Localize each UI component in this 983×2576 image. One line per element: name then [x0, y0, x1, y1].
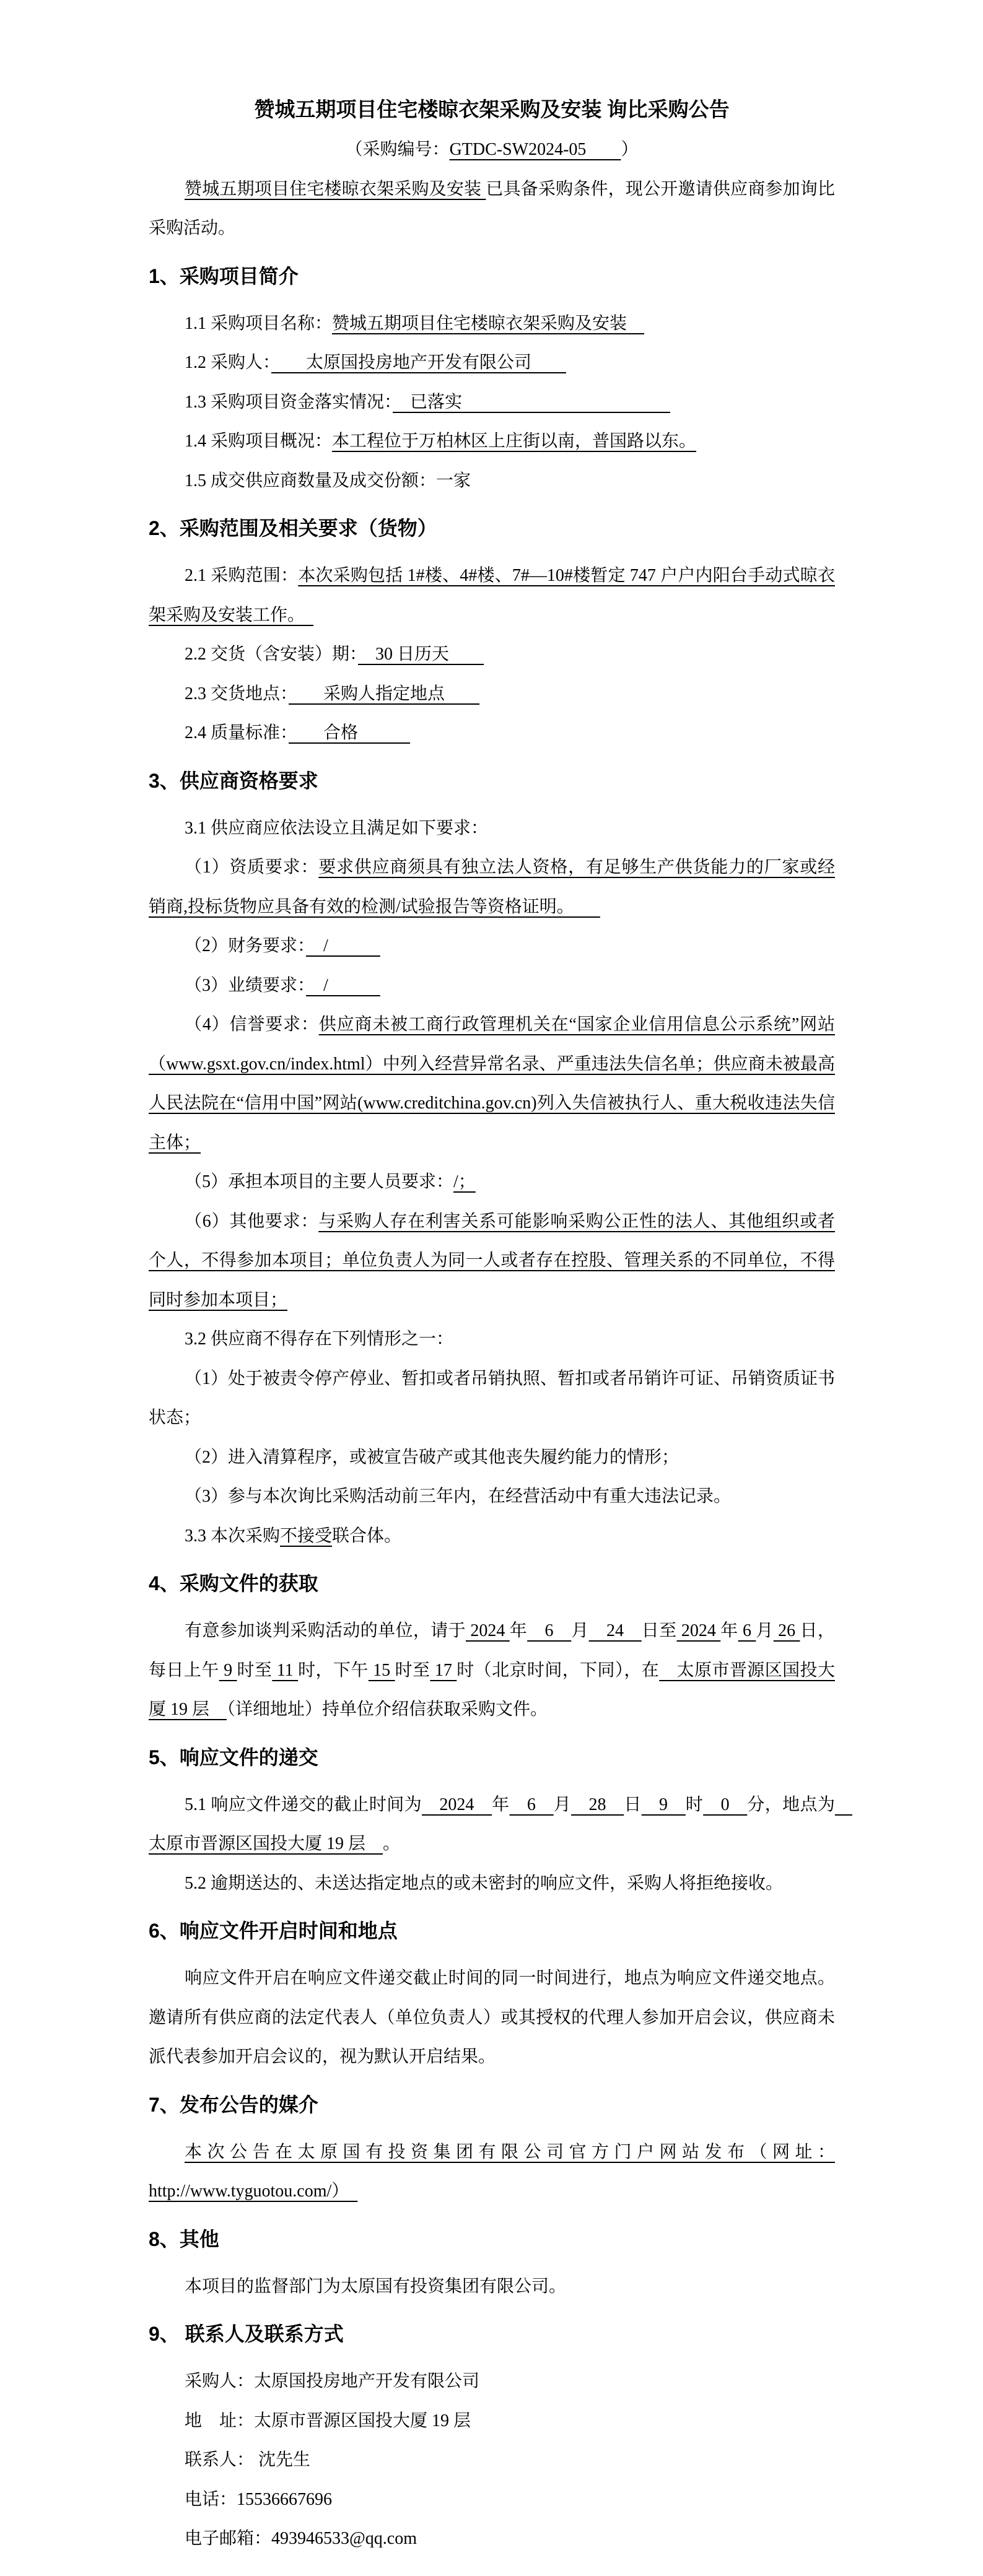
list-item-21: [149, 1202, 835, 1320]
text-run: （1）处于被责令停产停业、暂扣或者吊销执照、暂扣或者吊销许可证、吊销资质证书状态；: [149, 1368, 836, 1427]
fill-in-value: 供应商未被工商行政管理机关在“国家企业信用信息公示系统”网站（www.gsxt.gov.cn/index.html）中列入经营异常名录、严重违法失信名单；供应商未被最高人民法院在“信用中国”网站(www.creditchina.gov.cn)列入失信被执行人、重大税收违法失信主体；: [149, 1015, 835, 1152]
text-run: 日至: [641, 1621, 677, 1640]
text-run: 年: [509, 1621, 528, 1640]
text-run: 时至: [237, 1660, 273, 1680]
text-run: ）: [621, 140, 639, 159]
text-run: 联系人： 沈先生: [185, 2450, 311, 2469]
text-run: 电子邮箱：493946533@qq.com: [185, 2529, 417, 2548]
paragraph-35: [149, 2133, 835, 2211]
text-run: 5.2 逾期送达的、未送达指定地点的或未密封的响应文件，采购人将拒绝接收。: [185, 1873, 784, 1893]
text-run: （2）进入清算程序，或被宣告破产或其他丧失履约能力的情形；: [185, 1447, 679, 1467]
text-run: 2.2 交货（含安装）期：: [185, 645, 359, 664]
list-item-26: [149, 1516, 835, 1556]
text-run: 分，地点为: [747, 1795, 835, 1814]
fill-in-value: 不接受: [280, 1526, 333, 1546]
text-run: 时: [685, 1795, 704, 1814]
text-run: 2.4 质量标准：: [185, 723, 289, 742]
fill-in-value: /: [306, 936, 380, 955]
fill-in-value: 太原市晋源区国投大厦 19 层: [149, 1660, 835, 1719]
section-heading-9: [149, 508, 835, 548]
fill-in-value: 11: [272, 1660, 299, 1680]
fill-in-value: /: [306, 975, 380, 995]
fill-in-value: 采购人指定地点: [289, 684, 480, 703]
section-heading-27: [149, 1564, 835, 1603]
fill-in-value: 9: [219, 1660, 237, 1680]
list-item-20: [149, 1162, 835, 1202]
fill-in-value: 0: [703, 1795, 748, 1814]
fill-in-value: 30 日历天: [358, 645, 484, 664]
list-item-6: [149, 383, 835, 422]
text-run: （3）参与本次询比采购活动前三年内，在经营活动中有重大违法记录。: [185, 1487, 732, 1506]
section-heading-3: [149, 256, 835, 296]
text-run: 7、发布公告的媒介: [149, 2093, 318, 2116]
fill-in-value: 2024: [676, 1621, 721, 1640]
text-run: 4、采购文件的获取: [149, 1572, 318, 1595]
text-run: 年: [492, 1795, 510, 1814]
fill-in-value: 2024: [422, 1795, 492, 1814]
text-run: 月: [553, 1795, 572, 1814]
text-run: 月: [756, 1621, 774, 1640]
list-item-31: [149, 1864, 835, 1904]
doc-body: [149, 90, 852, 2559]
section-heading-34: [149, 2085, 835, 2125]
list-item-43: [149, 2519, 835, 2559]
text-run: （5）承担本项目的主要人员要求：: [185, 1172, 454, 1191]
list-item-23: [149, 1359, 835, 1438]
list-item-19: [149, 1005, 835, 1162]
section-heading-32: [149, 1911, 835, 1951]
fill-in-value: 15: [368, 1660, 395, 1680]
text-run: 响应文件开启在响应文件递交截止时间的同一时间进行，地点为响应文件递交地点。邀请所有供应商的法定代表人（单位负责人）或其授权的代理人参加开启会议，供应商未派代表参加开启会议的，视为默认开启结果。: [149, 1969, 835, 2066]
fill-in-value: 17: [430, 1660, 457, 1680]
text-run: 本项目的监督部门为太原国有投资集团有限公司。: [185, 2276, 567, 2296]
fill-in-value: 太原市晋源区国投大厦 19 层: [149, 1795, 852, 1853]
text-run: （2）财务要求：: [185, 936, 307, 955]
list-item-7: [149, 422, 835, 461]
fill-in-value: 与采购人存在利害关系可能影响采购公正性的法人、其他组织或者个人，不得参加本项目；单位负责人为同一人或者存在控股、管理关系的不同单位，不得同时参加本项目；: [149, 1211, 835, 1310]
text-run: 赞城五期项目住宅楼晾衣架采购及安装 询比采购公告: [254, 99, 730, 121]
text-run: 已具备采购条件，现公开邀请供应商参加询比采购活动。: [149, 179, 835, 238]
text-run: 。: [383, 1834, 401, 1853]
fill-in-value: /；: [453, 1172, 476, 1191]
text-run: （采购编号：: [345, 140, 450, 159]
text-run: 6、响应文件开启时间和地点: [149, 1920, 398, 1942]
fill-in-value: 9: [641, 1795, 686, 1814]
text-run: 日: [624, 1795, 642, 1814]
list-item-11: [149, 635, 835, 674]
list-item-17: [149, 926, 835, 966]
paragraph-33: [149, 1959, 835, 2077]
text-run: 时至: [395, 1660, 430, 1680]
text-run: 采购人：太原国投房地产开发有限公司: [185, 2372, 480, 2391]
text-run: 联合体。: [332, 1526, 402, 1546]
section-heading-14: [149, 761, 835, 801]
list-item-10: [149, 556, 835, 635]
section-heading-29: [149, 1738, 835, 1777]
text-run: （3）业绩要求：: [185, 975, 307, 995]
fill-in-value: 已落实: [393, 392, 671, 412]
fill-in-value: 6: [738, 1621, 756, 1640]
list-item-24: [149, 1438, 835, 1477]
list-item-13: [149, 713, 835, 753]
section-heading-36: [149, 2219, 835, 2259]
list-item-41: [149, 2440, 835, 2480]
text-run: 5、响应文件的递交: [149, 1746, 318, 1769]
text-run: 1.3 采购项目资金落实情况：: [185, 392, 393, 412]
text-run: （4）信誉要求：: [185, 1015, 319, 1034]
list-item-16: [149, 848, 835, 926]
text-run: 2.1 采购范围：: [185, 566, 299, 585]
text-run: 月: [571, 1621, 589, 1640]
fill-in-value: 赞城五期项目住宅楼晾衣架采购及安装: [332, 313, 645, 333]
paragraph-37: [149, 2267, 835, 2307]
list-item-39: [149, 2362, 835, 2401]
list-item-4: [149, 304, 835, 344]
text-run: 2.3 交货地点：: [185, 684, 289, 703]
text-run: 5.1 响应文件递交的截止时间为: [185, 1795, 422, 1814]
text-run: 时（北京时间，下同），在: [457, 1660, 660, 1680]
fill-in-value: 24: [588, 1621, 642, 1640]
document-page: [149, 0, 852, 2559]
text-run: 9、 联系人及联系方式: [149, 2323, 344, 2345]
fill-in-value: 6: [509, 1795, 554, 1814]
fill-in-value: 本次采购包括 1#楼、4#楼、7#—10#楼暂定 747 户户内阳台手动式晾衣架采购及安装工作。: [149, 566, 835, 625]
text-run: 电话：15536667696: [185, 2489, 333, 2509]
text-run: 3、供应商资格要求: [149, 769, 318, 792]
list-item-22: [149, 1320, 835, 1359]
list-item-42: [149, 2480, 835, 2520]
section-heading-38: [149, 2314, 835, 2354]
text-run: 1.4 采购项目概况：: [185, 432, 333, 451]
text-run: （1）资质要求：: [185, 858, 319, 877]
list-item-40: [149, 2401, 835, 2441]
fill-in-value: 赞城五期项目住宅楼晾衣架采购及安装: [185, 179, 486, 199]
list-item-8: [149, 461, 835, 501]
text-run: 地 址：太原市晋源区国投大厦 19 层: [185, 2411, 471, 2430]
procurement-number-line-1: [149, 130, 835, 170]
fill-in-value: 2024: [466, 1621, 510, 1640]
text-run: 1.5 成交供应商数量及成交份额：一家: [185, 471, 471, 490]
list-item-25: [149, 1477, 835, 1516]
text-run: 年: [720, 1621, 738, 1640]
text-run: 3.1 供应商应依法设立且满足如下要求：: [185, 818, 489, 838]
fill-in-value: GTDC-SW2024-05: [449, 140, 621, 159]
text-run: （详细地址）持单位介绍信获取采购文件。: [227, 1700, 548, 1719]
list-item-18: [149, 966, 835, 1006]
fill-in-value: 26: [773, 1621, 800, 1640]
list-item-30: [149, 1785, 852, 1864]
fill-in-value: 28: [571, 1795, 624, 1814]
fill-in-value: 本工程位于万柏林区上庄街以南，普国路以东。: [332, 432, 697, 451]
list-item-15: [149, 809, 835, 848]
text-run: 日，每日上午: [149, 1621, 835, 1680]
text-run: 1.2 采购人：: [185, 353, 272, 372]
text-run: 有意参加谈判采购活动的单位，请于: [185, 1621, 466, 1640]
text-run: 8、其他: [149, 2227, 219, 2250]
fill-in-value: 要求供应商须具有独立法人资格，有足够生产供货能力的厂家或经销商,投标货物应具备有效的检测/试验报告等资格证明。: [149, 858, 835, 916]
page-title-0: [149, 90, 835, 130]
text-run: （6）其他要求：: [185, 1211, 319, 1231]
text-run: 3.2 供应商不得存在下列情形之一：: [185, 1329, 454, 1349]
fill-in-value: 本次公告在太原国有投资集团有限公司官方门户网站发布（网址：http://www.tyguotou.com/）: [149, 2142, 835, 2201]
list-item-5: [149, 343, 835, 383]
text-run: 3.3 本次采购: [185, 1526, 281, 1546]
paragraph-28: [149, 1611, 835, 1730]
fill-in-value: 6: [527, 1621, 572, 1640]
text-run: 1.1 采购项目名称：: [185, 313, 333, 333]
paragraph-2: [149, 170, 835, 248]
text-run: 时，下午: [298, 1660, 369, 1680]
text-run: 2、采购范围及相关要求（货物）: [149, 517, 437, 539]
fill-in-value: 太原国投房地产开发有限公司: [271, 353, 567, 372]
list-item-12: [149, 674, 835, 714]
fill-in-value: 合格: [289, 723, 411, 742]
text-run: 1、采购项目简介: [149, 264, 299, 287]
